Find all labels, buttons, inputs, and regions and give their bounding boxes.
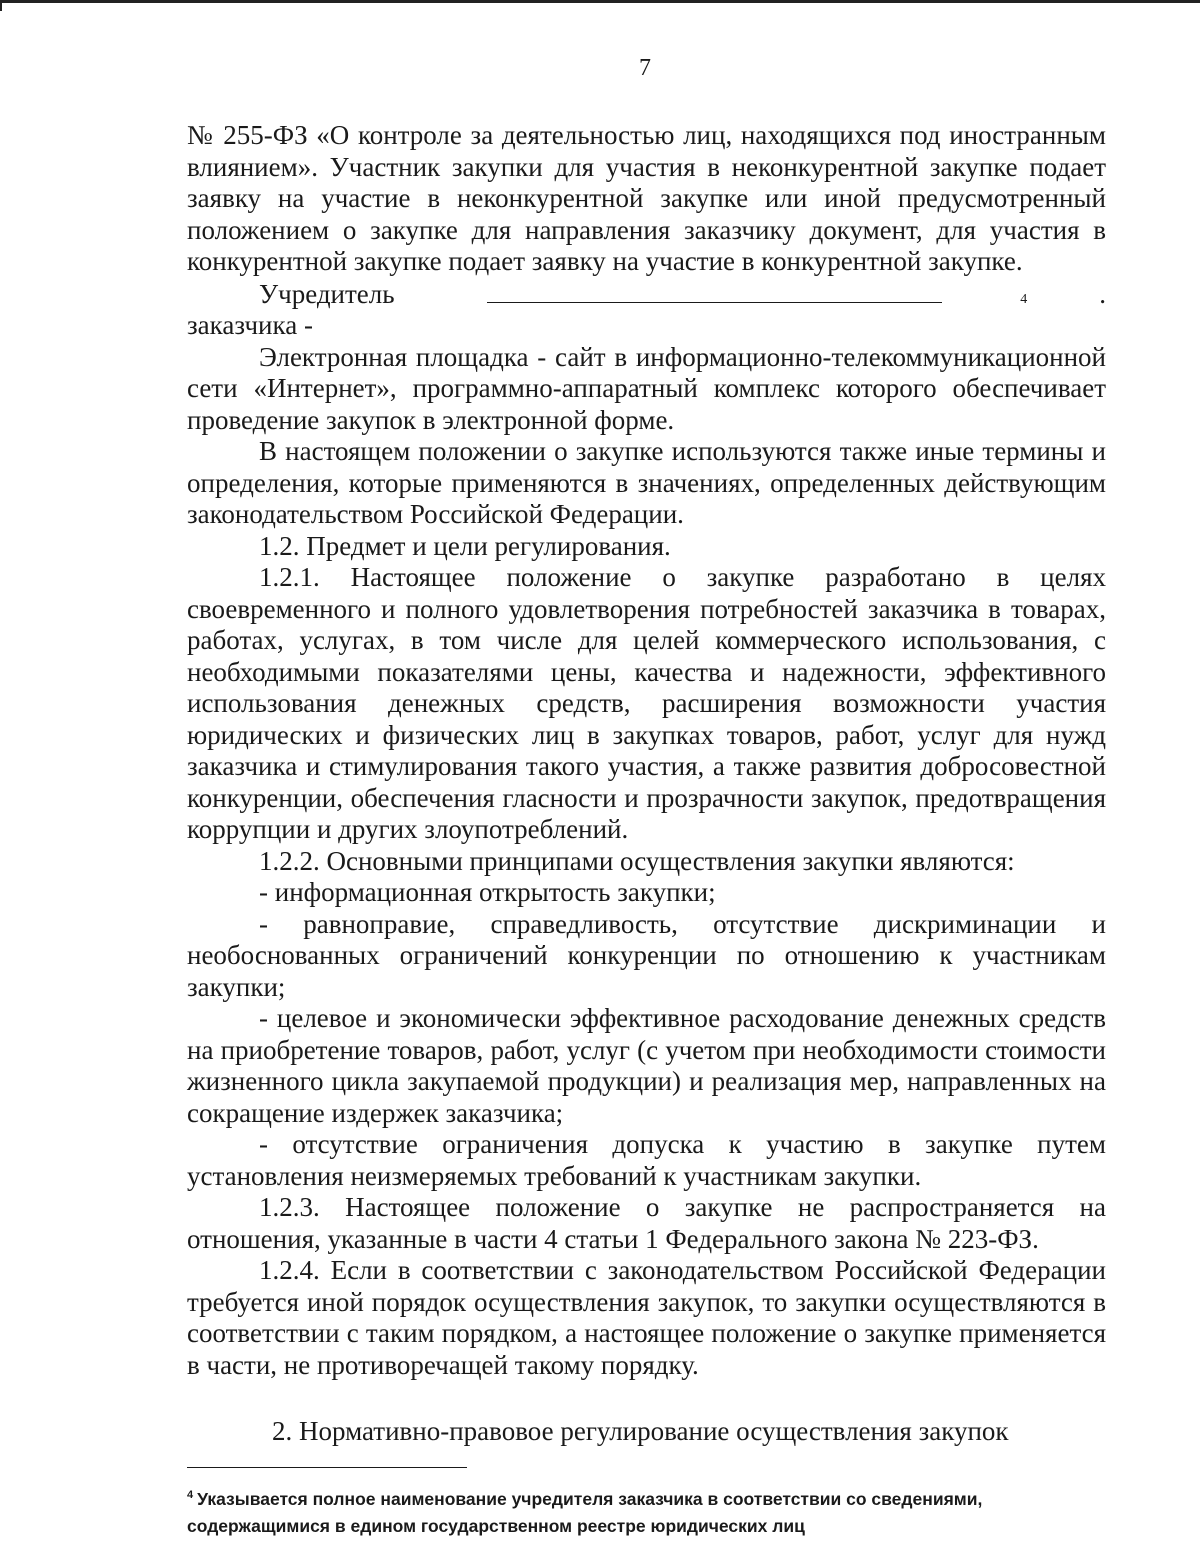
footnote: [187, 1482, 1106, 1540]
paragraph-other-terms: В настоящем положении о закупке используются также иные термины и определения, которые применяются в значениях, определенных действующим законодательством Российской Федерации.: [187, 436, 1106, 529]
footnote-text: Указывается полное наименование учредителя заказчика в соответствии со сведениями, содержащимися в едином государственном реестре юридических лиц: [187, 1488, 983, 1536]
founder-blank-line: [487, 278, 942, 303]
principle-equality: - равноправие, справедливость, отсутствие дискриминации и необоснованных ограничений конкуренции по отношению к участникам закупки;: [187, 908, 1106, 1002]
document-body: [187, 120, 1106, 1381]
paragraph-electronic-platform: Электронная площадка - сайт в информационно-телекоммуникационной сети «Интернет», программно-аппаратный комплекс которого обеспечивает проведение закупок в электронной форме.: [187, 341, 1106, 435]
paragraph-1-2-3: 1.2.3. Настоящее положение о закупке не распространяется на отношения, указанные в части 4 статьи 1 Федерального закона № 223-ФЗ.: [187, 1192, 1106, 1254]
footnote-divider: [187, 1467, 467, 1468]
principle-no-restrictions: - отсутствие ограничения допуска к участию в закупке путем установления неизмеряемых требований к участникам закупки.: [187, 1129, 1106, 1191]
footnote-mark: 4: [187, 1489, 194, 1501]
section-heading: 2. Нормативно-правовое регулирование осуществления закупок: [272, 1416, 1009, 1446]
founder-label: Учредитель заказчика -: [187, 278, 395, 340]
page-number: 7: [639, 55, 651, 81]
scan-edge: [0, 0, 1200, 11]
principle-efficiency: - целевое и экономически эффективное расходование денежных средств на приобретение товаров, работ, услуг (с учетом при необходимости стоимости жизненного цикла закупаемой продукции) и реализация мер, направленных на сокращение издержек заказчика;: [187, 1003, 1106, 1128]
paragraph-1-2-1: 1.2.1. Настоящее положение о закупке разработано в целях своевременного и полного удовлетворения потребностей заказчика в товарах, работах, услугах, в том числе для целей коммерческого использования, с необходимыми показателями цены, качества и надежности, эффективного использования денежных средств, расширения возможности участия юридических и физических лиц в закупках товаров, работ, услуг для нужд заказчика и стимулирования такого участия, а также развития добросовестной конкуренции, обеспечения гласности и прозрачности закупок, предотвращения коррупции и других злоупотреблений.: [187, 562, 1106, 844]
founder-end: .: [1099, 278, 1106, 309]
principle-openness: - информационная открытость закупки;: [259, 877, 716, 907]
paragraph-1-2-2: 1.2.2. Основными принципами осуществления закупки являются:: [259, 845, 1015, 876]
footnote-reference: 4: [1020, 291, 1028, 307]
paragraph-1-2-4: 1.2.4. Если в соответствии с законодательством Российской Федерации требуется иной порядок осуществления закупок, то закупки осуществляются в соответствии с таким порядком, а настоящее положение о закупке применяется в части, не противоречащей такому порядку.: [187, 1255, 1106, 1380]
paragraph-founder: [187, 278, 1106, 342]
paragraph-1-2-title: 1.2. Предмет и цели регулирования.: [259, 530, 671, 561]
paragraph-intro: № 255-ФЗ «О контроле за деятельностью лиц, находящихся под иностранным влиянием». Участник закупки для участия в неконкурентной закупке подает заявку на участие в неконкурентной закупке или иной предусмотренный положением о закупке для направления заказчику документ, для участия в конкурентной закупке подает заявку на участие в конкурентной закупке.: [187, 120, 1106, 276]
